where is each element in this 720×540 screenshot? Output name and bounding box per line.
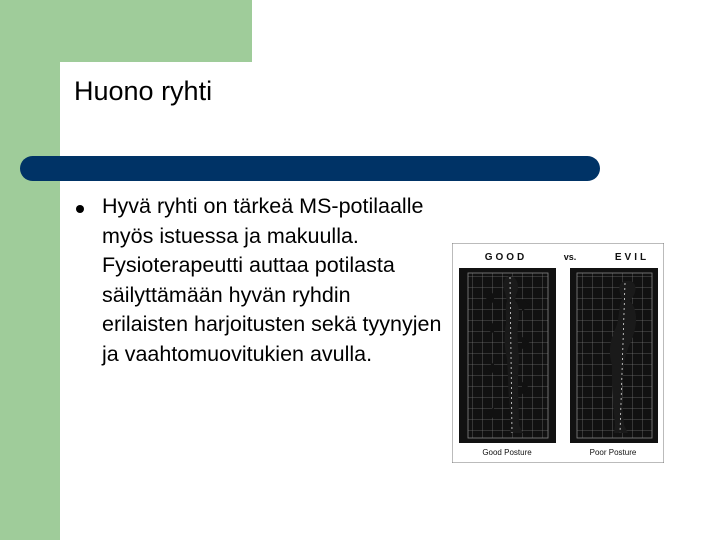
slide-title: Huono ryhti [74, 76, 213, 106]
heading-good: GOOD [484, 252, 528, 263]
heading-vs: vs. [563, 252, 577, 262]
heading-evil: EVIL [614, 252, 650, 263]
caption-good-posture: Good Posture [482, 448, 532, 457]
posture-illustration [452, 243, 664, 463]
caption-poor-posture: Poor Posture [589, 448, 637, 457]
bullet-text: Hyvä ryhti on tärkeä MS-potilaalle myös istuessa ja makuulla. Fysioterapeutti auttaa potilasta säilyttämään hyvän ryhdin erilaisten harjoitusten sekä tyynyjen ja vaahtomuovitukien avulla. [102, 194, 442, 366]
posture-figure [452, 243, 664, 463]
bullet-dot [76, 205, 84, 213]
poor-posture-panel [570, 268, 658, 443]
sidebar-left-strip [0, 0, 60, 540]
good-posture-panel [459, 268, 556, 443]
title-underline-bar [20, 156, 600, 181]
